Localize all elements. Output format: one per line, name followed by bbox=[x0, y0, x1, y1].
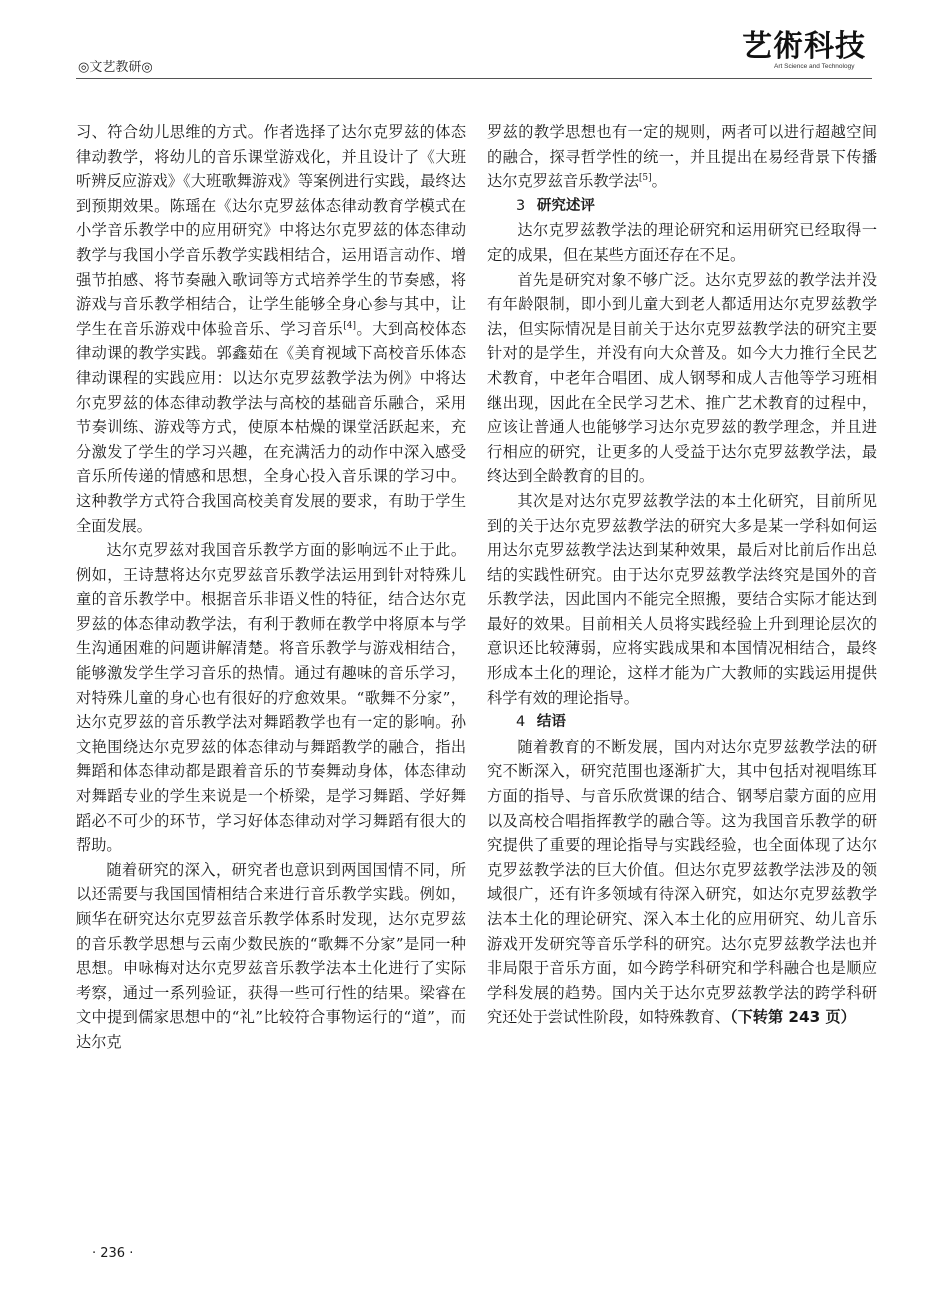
page-number: · 236 · bbox=[92, 1246, 134, 1261]
section-number: 4 bbox=[516, 714, 526, 731]
citation: [5] bbox=[638, 173, 652, 184]
paragraph bbox=[487, 120, 877, 194]
paragraph-text: 。 bbox=[651, 172, 667, 191]
section-number: 3 bbox=[516, 197, 526, 214]
paragraph bbox=[487, 735, 877, 1030]
section-title: 研究述评 bbox=[536, 197, 595, 214]
paragraph: 达尔克罗兹对我国音乐教学方面的影响远不止于此。例如，王诗慧将达尔克罗兹音乐教学法运用到针对特殊儿童的音乐教学中。根据音乐非语义性的特征，结合达尔克罗兹的体态律动教学法，有利于教师在教学中将原本与学生沟通困难的问题讲解清楚。将音乐教学与游戏相结合，能够激发学生学习音乐的热情。通过有趣味的音乐学习，对特殊儿童的身心也有很好的疗愈效果。“歌舞不分家”，达尔克罗兹的音乐教学法对舞蹈教学也有一定的影响。孙文艳围绕达尔克罗兹的体态律动与舞蹈教学的融合，指出舞蹈和体态律动都是跟着音乐的节奏舞动身体，体态律动对舞蹈专业的学生来说是一个桥梁，是学习舞蹈、学好舞蹈必不可少的环节，学习好体态律动对学习舞蹈有很大的帮助。 bbox=[76, 541, 466, 855]
left-column bbox=[76, 120, 466, 1055]
paragraph-text: 。大到高校体态律动课的教学实践。郭鑫茹在《美育视域下高校音乐体态律动课程的实践应用：以达尔克罗兹教学法为例》中将达尔克罗兹的体态律动教学法与高校的基础音乐融合，采用节奏训练、游戏等方式，使原本枯燥的课堂活跃起来，充分激发了学生的学习兴趣，在充满活力的动作中深入感受音乐所传递的情感和思想，全身心投入音乐课的学习中。这种教学方式符合我国高校美育发展的要求，有助于学生全面发展。 bbox=[76, 319, 466, 535]
journal-name-cn: 艺術科技 bbox=[742, 29, 866, 64]
paragraph-text: 随着教育的不断发展，国内对达尔克罗兹教学法的研究不断深入，研究范围也逐渐扩大，其中包括对视唱练耳方面的指导、与音乐欣赏课的结合、钢琴启蒙方面的应用以及高校合唱指挥教学的融合等。这为我国音乐教学的研究提供了重要的理论指导与实践经验，也全面体现了达尔克罗兹教学法的巨大价值。但达尔克罗兹教学法涉及的领域很广，还有许多领域有待深入研究，如达尔克罗兹教学法本土化的理论研究、深入本土化的应用研究、幼儿音乐游戏开发研究等音乐学科的研究。达尔克罗兹教学法也并非局限于音乐方面，如今跨学科研究和学科融合也是顺应学科发展的趋势。国内关于达尔克罗兹教学法的跨学科研究还处于尝试性阶段，如特殊教育、 bbox=[487, 737, 877, 1027]
section-label: ◎文艺教研◎ bbox=[78, 60, 153, 75]
journal-logo bbox=[742, 30, 872, 72]
paragraph-text: 罗兹的教学思想也有一定的规则，两者可以进行超越空间的融合，探寻哲学性的统一，并且提出在易经背景下传播达尔克罗兹音乐教学法 bbox=[487, 123, 877, 191]
continued-note: （下转第 243 页） bbox=[730, 1008, 856, 1027]
paragraph bbox=[76, 120, 466, 538]
journal-name-en: Art Science and Technology bbox=[774, 63, 855, 70]
paragraph-text: 习、符合幼儿思维的方式。作者选择了达尔克罗兹的体态律动教学，将幼儿的音乐课堂游戏化，并且设计了《大班听辨反应游戏》《大班歌舞游戏》等案例进行实践，最终达到预期效果。陈瑶在《达尔克罗兹体态律动教育学模式在小学音乐教学中的应用研究》中将达尔克罗兹的体态律动教学与我国小学音乐教学实践相结合，运用语言动作、增强节拍感、将节奏融入歌词等方式培养学生的节奏感，将游戏与音乐教学相结合，让学生能够全身心参与其中，让学生在音乐游戏中体验音乐、学习音乐 bbox=[76, 123, 466, 338]
paragraph: 其次是对达尔克罗兹教学法的本土化研究，目前所见到的关于达尔克罗兹教学法的研究大多是某一学科如何运用达尔克罗兹教学法达到某种效果，最后对比前后作出总结的实践性研究。由于达尔克罗兹教学法终究是国外的音乐教学法，因此国内不能完全照搬，要结合实际才能达到最好的效果。目前相关人员将实践经验上升到理论层次的意识还比较薄弱，应将实践成果和本国情况相结合，最终形成本土化的理论，这样才能为广大教师的实践运用提供科学有效的理论指导。 bbox=[487, 491, 877, 707]
section-heading bbox=[487, 194, 877, 219]
section-title: 结语 bbox=[536, 714, 566, 731]
paragraph: 达尔克罗兹教学法的理论研究和运用研究已经取得一定的成果，但在某些方面还存在不足。 bbox=[487, 221, 877, 264]
citation: [4] bbox=[343, 320, 356, 331]
header-divider bbox=[76, 78, 872, 79]
paragraph: 随着研究的深入，研究者也意识到两国国情不同，所以还需要与我国国情相结合来进行音乐教学实践。例如，顾华在研究达尔克罗兹音乐教学体系时发现，达尔克罗兹的音乐教学思想与云南少数民族的“歌舞不分家”是同一种思想。申咏梅对达尔克罗兹音乐教学法本土化进行了实际考察，通过一系列验证，获得一些可行性的结果。梁睿在文中提到儒家思想中的“礼”比较符合事物运行的“道”，而达尔克 bbox=[76, 860, 466, 1051]
right-column bbox=[487, 120, 877, 1030]
section-heading bbox=[487, 710, 877, 735]
paragraph: 首先是研究对象不够广泛。达尔克罗兹的教学法并没有年龄限制，即小到儿童大到老人都适用达尔克罗兹教学法，但实际情况是目前关于达尔克罗兹教学法的研究主要针对的是学生，并没有向大众普及。如今大力推行全民艺术教育，中老年合唱团、成人钢琴和成人吉他等学习班相继出现，因此在全民学习艺术、推广艺术教育的过程中，应该让普通人也能够学习达尔克罗兹的教学理念，并且进行相应的研究，让更多的人受益于达尔克罗兹教学法，最终达到全龄教育的目的。 bbox=[487, 270, 877, 486]
